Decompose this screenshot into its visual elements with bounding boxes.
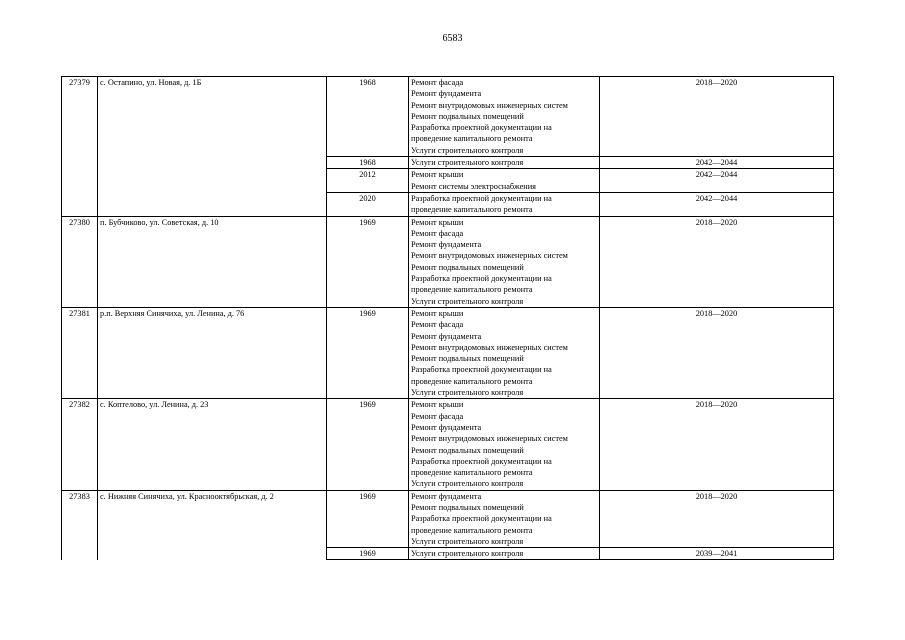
works-cell [409, 192, 600, 216]
year-cell: 2012 [327, 169, 409, 193]
work-item: Ремонт системы электроснабжения [411, 181, 536, 191]
work-item: Ремонт подвальных помещений [411, 354, 524, 364]
work-item: Ремонт фундамента [411, 89, 482, 99]
work-item: Ремонт подвальных помещений [411, 502, 524, 512]
work-item: Разработка проектной документации на [411, 365, 552, 375]
work-item: Услуги строительного контроля [411, 549, 524, 559]
period-cell: 2018—2020 [600, 307, 834, 398]
address-cell: с. Остапино, ул. Новая, д. 1Б [98, 77, 327, 217]
work-item: Ремонт фундамента [411, 331, 482, 341]
work-item: Услуги строительного контроля [411, 296, 524, 306]
work-item: Разработка проектной документации на [411, 274, 552, 284]
work-item: Ремонт фундамента [411, 422, 482, 432]
works-cell [409, 548, 600, 560]
address-cell: с. Нижняя Синячиха, ул. Краснооктябрьская, д. 2 [98, 490, 327, 560]
work-item: Ремонт фасада [411, 78, 464, 87]
works-cell [409, 77, 600, 157]
year-cell: 1969 [327, 490, 409, 547]
period-cell: 2039—2041 [600, 548, 834, 560]
work-item: Услуги строительного контроля [411, 388, 524, 398]
year-cell: 1969 [327, 216, 409, 307]
record-id: 27380 [62, 216, 98, 307]
table-row [62, 490, 834, 547]
work-item: Услуги строительного контроля [411, 158, 524, 168]
work-item: Ремонт крыши [411, 170, 464, 180]
work-item: проведение капитального ремонта [411, 205, 533, 215]
works-cell [409, 157, 600, 169]
work-item: Ремонт крыши [411, 308, 464, 318]
work-item: Услуги строительного контроля [411, 536, 524, 546]
work-item: Ремонт подвальных помещений [411, 445, 524, 455]
work-item: Ремонт внутридомовых инженерных систем [411, 100, 568, 110]
work-item: проведение капитального ремонта [411, 134, 533, 144]
work-item: Ремонт подвальных помещений [411, 262, 524, 272]
work-item: Ремонт фундамента [411, 491, 482, 501]
year-cell: 1969 [327, 307, 409, 398]
table-row [62, 77, 834, 157]
table-row [62, 307, 834, 398]
year-cell: 1969 [327, 399, 409, 490]
work-item: Ремонт подвальных помещений [411, 111, 524, 121]
work-item: проведение капитального ремонта [411, 525, 533, 535]
work-item: Разработка проектной документации на [411, 456, 552, 466]
year-cell: 1968 [327, 77, 409, 157]
page-number: 6583 [442, 33, 463, 44]
work-item: Разработка проектной документации на [411, 193, 552, 203]
address-cell: р.п. Верхняя Синячиха, ул. Ленина, д. 76 [98, 307, 327, 398]
work-item: Ремонт крыши [411, 400, 464, 410]
period-cell: 2042—2044 [600, 169, 834, 193]
works-cell [409, 399, 600, 490]
table-row [62, 399, 834, 490]
period-cell: 2042—2044 [600, 192, 834, 216]
work-item: Услуги строительного контроля [411, 145, 524, 155]
period-cell: 2018—2020 [600, 216, 834, 307]
year-cell: 1969 [327, 548, 409, 560]
work-item: Ремонт внутридомовых инженерных систем [411, 434, 568, 444]
work-item: Ремонт фасада [411, 320, 464, 330]
work-item: Разработка проектной документации на [411, 514, 552, 524]
work-item: Ремонт крыши [411, 217, 464, 227]
record-id: 27379 [62, 77, 98, 217]
year-cell: 2020 [327, 192, 409, 216]
table-row [62, 216, 834, 307]
work-item: Ремонт внутридомовых инженерных систем [411, 342, 568, 352]
works-cell [409, 216, 600, 307]
address-cell: с. Коптелово, ул. Ленина, д. 23 [98, 399, 327, 490]
record-id: 27381 [62, 307, 98, 398]
period-cell: 2042—2044 [600, 157, 834, 169]
year-cell: 1968 [327, 157, 409, 169]
repair-schedule-table [61, 76, 834, 560]
works-cell [409, 490, 600, 547]
period-cell: 2018—2020 [600, 490, 834, 547]
work-item: Разработка проектной документации на [411, 123, 552, 133]
works-cell [409, 169, 600, 193]
record-id: 27383 [62, 490, 98, 560]
record-id: 27382 [62, 399, 98, 490]
work-item: Ремонт фасада [411, 228, 464, 238]
work-item: Ремонт фундамента [411, 240, 482, 250]
work-item: проведение капитального ремонта [411, 468, 533, 478]
work-item: Ремонт внутридомовых инженерных систем [411, 251, 568, 261]
work-item: Услуги строительного контроля [411, 479, 524, 489]
period-cell: 2018—2020 [600, 77, 834, 157]
period-cell: 2018—2020 [600, 399, 834, 490]
address-cell: п. Бубчиково, ул. Советская, д. 10 [98, 216, 327, 307]
work-item: Ремонт фасада [411, 411, 464, 421]
work-item: проведение капитального ремонта [411, 376, 533, 386]
work-item: проведение капитального ремонта [411, 285, 533, 295]
works-cell [409, 307, 600, 398]
